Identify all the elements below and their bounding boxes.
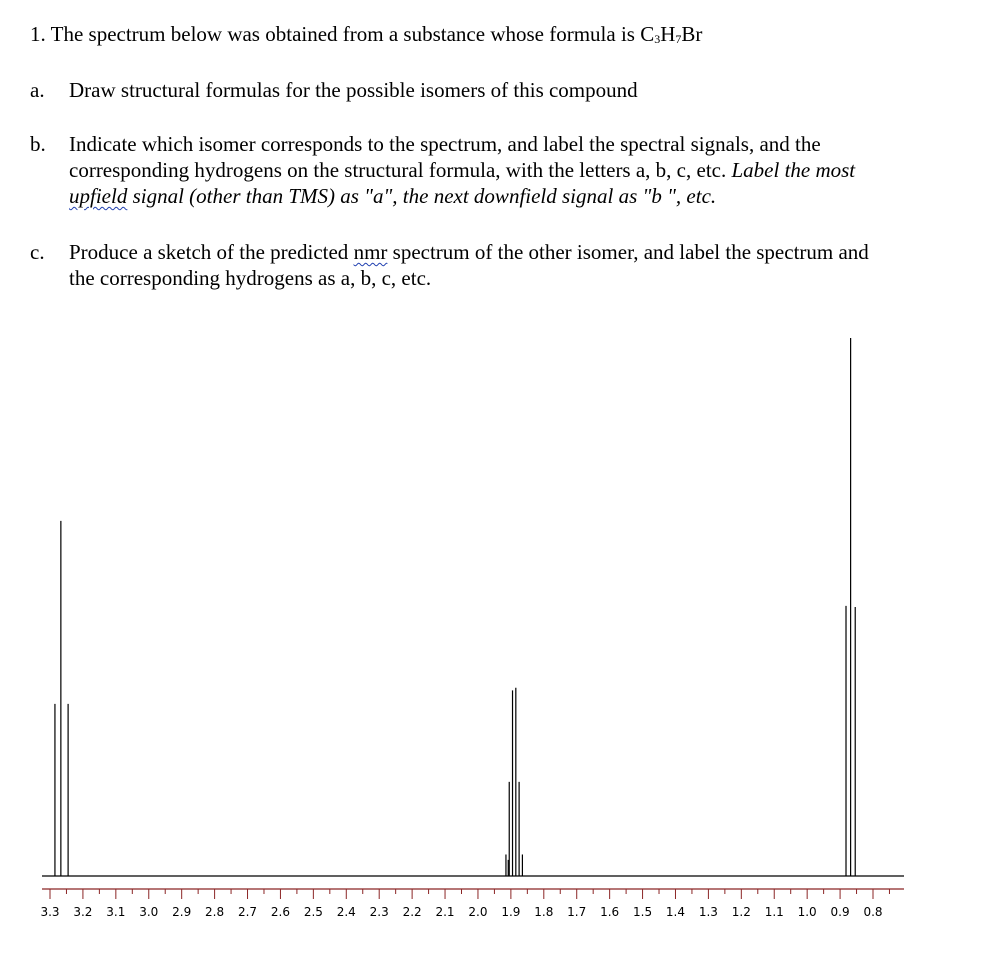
part-b-line-2-plain: corresponding hydrogens on the structural formula, with the letters a, b, c, etc. <box>69 158 727 182</box>
x-axis-tick-label: 1.2 <box>731 905 751 919</box>
part-c-line-1-before: Produce a sketch of the predicted <box>69 240 349 264</box>
x-axis-tick-label: 2.4 <box>336 905 356 919</box>
x-axis-tick-label: 1.1 <box>764 905 784 919</box>
x-axis-tick-label: 2.5 <box>303 905 323 919</box>
x-axis-tick-label: 2.9 <box>172 905 192 919</box>
part-b-text <box>69 131 855 209</box>
x-axis-tick-label: 1.0 <box>797 905 817 919</box>
x-axis-tick-label: 1.9 <box>501 905 521 919</box>
x-axis-tick-label: 0.9 <box>830 905 850 919</box>
spellcheck-upfield: upfield <box>69 184 128 208</box>
x-axis-tick-label: 2.8 <box>205 905 225 919</box>
part-b-line-2 <box>69 157 855 183</box>
question-number: 1. <box>30 22 46 46</box>
x-axis-tick-label: 1.8 <box>534 905 554 919</box>
x-axis-tick-label: 2.0 <box>468 905 488 919</box>
formula-subscript-h: 7 <box>675 32 682 46</box>
x-axis-major-ticks <box>50 889 873 899</box>
part-c-letter: c. <box>30 240 45 264</box>
part-a-letter: a. <box>30 78 45 102</box>
x-axis-tick-label: 1.3 <box>698 905 718 919</box>
x-axis-tick-label: 1.7 <box>567 905 587 919</box>
x-axis-tick-label: 2.3 <box>369 905 389 919</box>
part-b-line-1: Indicate which isomer corresponds to the spectrum, and label the spectral signals, and the <box>69 132 821 156</box>
x-axis-tick-label: 2.7 <box>237 905 258 919</box>
part-a-text: Draw structural formulas for the possible isomers of this compound <box>69 78 638 102</box>
part-c-line-1 <box>69 239 869 265</box>
x-axis-tick-label: 3.3 <box>40 905 60 919</box>
x-axis-tick-label: 1.5 <box>633 905 653 919</box>
x-axis-tick-label: 1.4 <box>665 905 686 919</box>
part-c-text <box>69 239 869 291</box>
part-b-letter: b. <box>30 132 46 156</box>
part-b-line-3 <box>69 183 855 209</box>
x-axis-minor-ticks <box>66 889 889 894</box>
part-b-line-2-italic: Label the most <box>731 158 856 182</box>
part-c-line-2: the corresponding hydrogens as a, b, c, etc. <box>69 266 432 290</box>
x-axis-tick-label: 2.1 <box>435 905 455 919</box>
question-title <box>30 22 702 47</box>
x-axis-tick-label: 3.2 <box>73 905 93 919</box>
x-axis-tick-label: 0.8 <box>863 905 883 919</box>
x-axis-tick-labels <box>40 905 882 919</box>
x-axis-tick-label: 3.1 <box>106 905 126 919</box>
part-c-line-1-after: spectrum of the other isomer, and label the spectrum and <box>392 240 869 264</box>
formula-br: Br <box>681 22 703 46</box>
formula-subscript-c: 3 <box>654 32 661 46</box>
spellcheck-nmr: nmr <box>353 240 388 264</box>
spectrum-peaks <box>55 338 855 876</box>
x-axis-tick-label: 3.0 <box>139 905 159 919</box>
formula-h: H <box>660 22 676 46</box>
question-intro: The spectrum below was obtained from a substance whose formula is C <box>50 22 655 46</box>
part-b-line-3-italic: signal (other than TMS) as "a", the next downfield signal as "b ", etc. <box>132 184 717 208</box>
x-axis-tick-label: 2.2 <box>402 905 422 919</box>
x-axis-tick-label: 1.6 <box>600 905 620 919</box>
x-axis-tick-label: 2.6 <box>270 905 290 919</box>
